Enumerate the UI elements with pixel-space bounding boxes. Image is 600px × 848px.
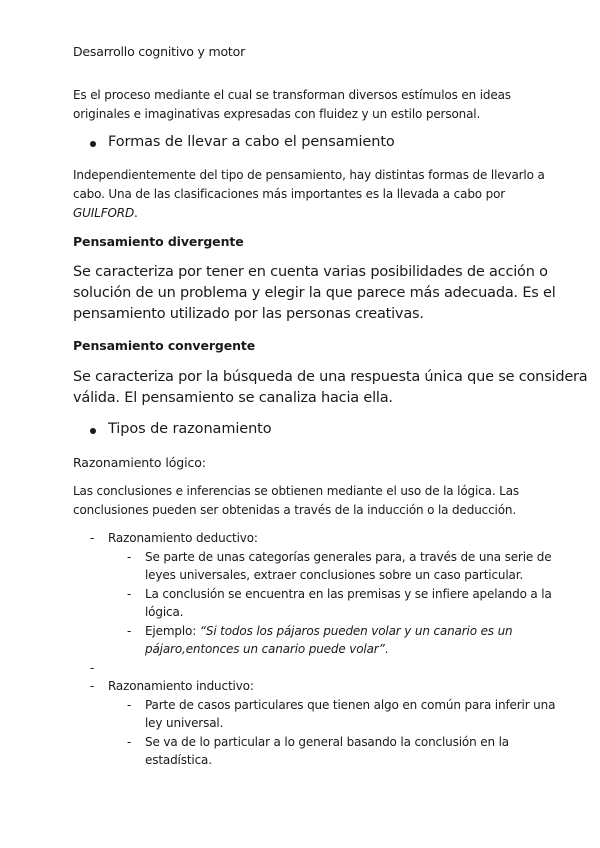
- sublist-line: leyes universales, extraer conclusiones sobre un caso particular.: [145, 568, 524, 582]
- sublist-line: Parte de casos particulares que tienen algo en común para inferir una: [145, 697, 556, 712]
- section-title: Tipos de razonamiento: [108, 421, 272, 437]
- period: .: [384, 642, 389, 656]
- paragraph-line: cabo. Una de las clasificaciones más importantes es la llevada a cabo por: [73, 187, 506, 201]
- dash-marker: -: [90, 679, 95, 693]
- paragraph-line: Las conclusiones e inferencias se obtienen mediante el uso de la lógica. Las: [73, 484, 520, 498]
- author-name: GUILFORD: [73, 206, 135, 220]
- dash-marker: -: [127, 734, 132, 749]
- sublist-item: [90, 733, 555, 770]
- intro-paragraph: [73, 86, 511, 124]
- paragraph-line: [73, 204, 545, 223]
- list-item-title: Razonamiento deductivo:: [108, 531, 258, 545]
- sublist-line: Se parte de unas categorías generales para, a través de una serie de: [145, 549, 552, 564]
- dash-marker: -: [90, 660, 95, 675]
- dash-marker: -: [90, 531, 95, 545]
- document-header: Desarrollo cognitivo y motor: [73, 44, 246, 59]
- list-item: [90, 677, 555, 696]
- sublist-line: estadística.: [145, 753, 212, 767]
- dash-marker: -: [127, 697, 132, 712]
- section-title: Formas de llevar a cabo el pensamiento: [108, 134, 395, 150]
- example-quote: pájaro,entonces un canario puede volar”: [145, 642, 385, 656]
- sublist-item: [90, 622, 555, 659]
- sublist-line: La conclusión se encuentra en las premisas y se infiere apelando a la: [145, 586, 552, 601]
- dash-marker: -: [127, 586, 132, 601]
- section-heading-tipos: [90, 421, 272, 437]
- sublist-line: Se va de lo particular a lo general basando la conclusión en la: [145, 734, 509, 749]
- convergente-paragraph: [73, 367, 588, 409]
- section-heading-formas: [90, 134, 395, 150]
- list-item: [90, 529, 555, 548]
- sublist-line: [145, 622, 555, 641]
- example-quote: “Si todos los pájaros pueden volar y un canario es un: [199, 623, 513, 638]
- paragraph-line: conclusiones pueden ser obtenidas a través de la inducción o la deducción.: [73, 503, 517, 517]
- intro-line: originales e imaginativas expresadas con fluidez y un estilo personal.: [73, 107, 481, 121]
- sublist-item: [90, 696, 555, 733]
- logico-paragraph: [73, 482, 519, 520]
- intro-line: Es el proceso mediante el cual se transforman diversos estímulos en ideas: [73, 88, 511, 102]
- sublist-line: [145, 640, 555, 659]
- sublist-line: lógica.: [145, 605, 184, 619]
- paragraph-line: Se caracteriza por la búsqueda de una respuesta única que se considera: [73, 369, 588, 385]
- list-item-title: Razonamiento inductivo:: [108, 679, 254, 693]
- paragraph-line: solución de un problema y elegir la que parece más adecuada. Es el: [73, 285, 556, 301]
- bullet-icon: [90, 428, 96, 434]
- sublist-line: ley universal.: [145, 716, 224, 730]
- sublist-item: [90, 548, 555, 585]
- period: .: [134, 206, 138, 220]
- paragraph-line: Se caracteriza por tener en cuenta varias posibilidades de acción o: [73, 264, 548, 280]
- paragraph-line: válida. El pensamiento se canaliza hacia ella.: [73, 390, 393, 406]
- example-label: Ejemplo:: [145, 623, 200, 638]
- formas-paragraph: [73, 166, 545, 223]
- paragraph-line: pensamiento utilizado por las personas creativas.: [73, 306, 424, 322]
- divergente-paragraph: [73, 262, 556, 325]
- reasoning-list: [90, 529, 555, 770]
- dash-marker: -: [127, 549, 132, 564]
- dash-marker: -: [127, 623, 132, 638]
- bullet-icon: [90, 141, 96, 147]
- list-item-empty: [90, 659, 555, 678]
- subheading-logico: Razonamiento lógico:: [73, 455, 206, 470]
- subheading-divergente: Pensamiento divergente: [73, 234, 244, 249]
- paragraph-line: Independientemente del tipo de pensamiento, hay distintas formas de llevarlo a: [73, 168, 545, 182]
- sublist-item: [90, 585, 555, 622]
- subheading-convergente: Pensamiento convergente: [73, 338, 256, 353]
